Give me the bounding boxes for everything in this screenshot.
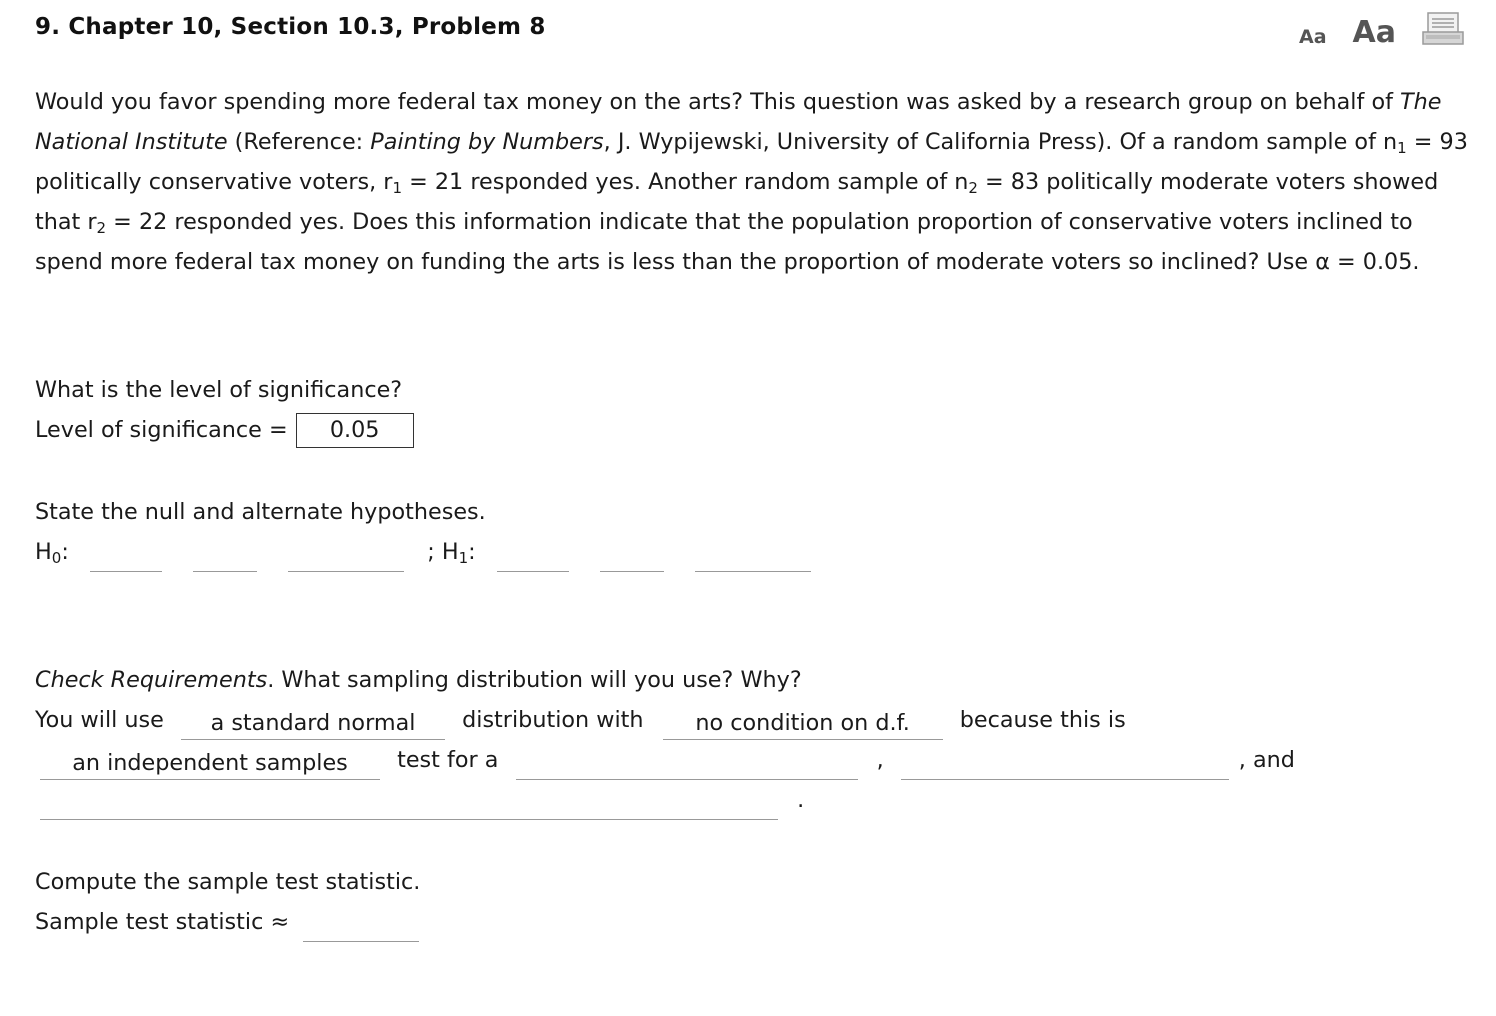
significance-label: Level of significance = bbox=[35, 417, 288, 443]
significance-section bbox=[35, 370, 414, 450]
requirement-condition-select-1[interactable] bbox=[901, 747, 1229, 780]
h1-label: ; $H_1$: bbox=[427, 539, 476, 567]
test-statistic-input[interactable] bbox=[303, 909, 419, 942]
hypotheses-section bbox=[35, 492, 811, 572]
h0-operator-select[interactable] bbox=[193, 539, 257, 572]
h1-operator-select[interactable] bbox=[600, 539, 664, 572]
font-size-small-button[interactable]: Aa bbox=[1299, 26, 1327, 48]
sample-type-select[interactable]: an independent samples bbox=[40, 747, 380, 780]
df-condition-select[interactable]: no condition on d.f. bbox=[663, 707, 943, 740]
distribution-select[interactable]: a standard normal bbox=[181, 707, 445, 740]
statistic-question: Compute the sample test statistic. bbox=[35, 869, 421, 895]
h1-value-select[interactable] bbox=[695, 539, 811, 572]
h0-label: $H_0$: bbox=[35, 539, 69, 567]
h0-parameter-select[interactable] bbox=[90, 539, 162, 572]
institute-name: The National Institute bbox=[35, 89, 1442, 155]
requirement-condition-select-2[interactable] bbox=[40, 787, 778, 820]
hypotheses-row bbox=[35, 532, 811, 572]
hypotheses-question: State the null and alternate hypotheses. bbox=[35, 499, 486, 525]
font-size-large-button[interactable]: Aa bbox=[1352, 15, 1396, 50]
book-title: Painting by Numbers bbox=[370, 129, 604, 155]
requirements-row-3: . bbox=[40, 780, 1295, 820]
requirements-section bbox=[35, 660, 1295, 820]
significance-question: What is the level of significance? bbox=[35, 377, 403, 403]
requirements-row-2: an independent samples test for a , , and bbox=[40, 740, 1295, 780]
statistic-label: Sample test statistic ≈ bbox=[35, 909, 290, 935]
test-type-select[interactable] bbox=[516, 747, 858, 780]
problem-statement: Would you favor spending more federal tax money on the arts? This question was asked by a research group on behalf of The National Institute (Reference: Painting by Numbers, J. Wypijewski, University of California Press). Of a random sample of $n_1 = 93$ politically conservative voters, $r_1 = 21$ responded yes. Another random sample of $n_2 = 83$ politically moderate voters showed that $r_2 = 22$ responded yes. Does this information indicate that the population proportion of conservative voters inclined to spend more federal tax money on funding the arts is less than the proportion of moderate voters so inclined? Use α = 0.05. bbox=[35, 89, 1468, 275]
significance-input[interactable]: 0.05 bbox=[296, 413, 414, 448]
requirements-row-1: You will use a standard normal distribution with no condition on d.f. because this is bbox=[35, 700, 1295, 740]
h0-value-select[interactable] bbox=[288, 539, 404, 572]
requirements-question: Check Requirements. What sampling distribution will you use? Why? bbox=[35, 667, 802, 693]
toolbar bbox=[1299, 12, 1464, 50]
print-icon[interactable] bbox=[1422, 12, 1464, 52]
statistic-section bbox=[35, 862, 420, 942]
problem-title: 9. Chapter 10, Section 10.3, Problem 8 bbox=[35, 14, 546, 40]
h1-parameter-select[interactable] bbox=[497, 539, 569, 572]
